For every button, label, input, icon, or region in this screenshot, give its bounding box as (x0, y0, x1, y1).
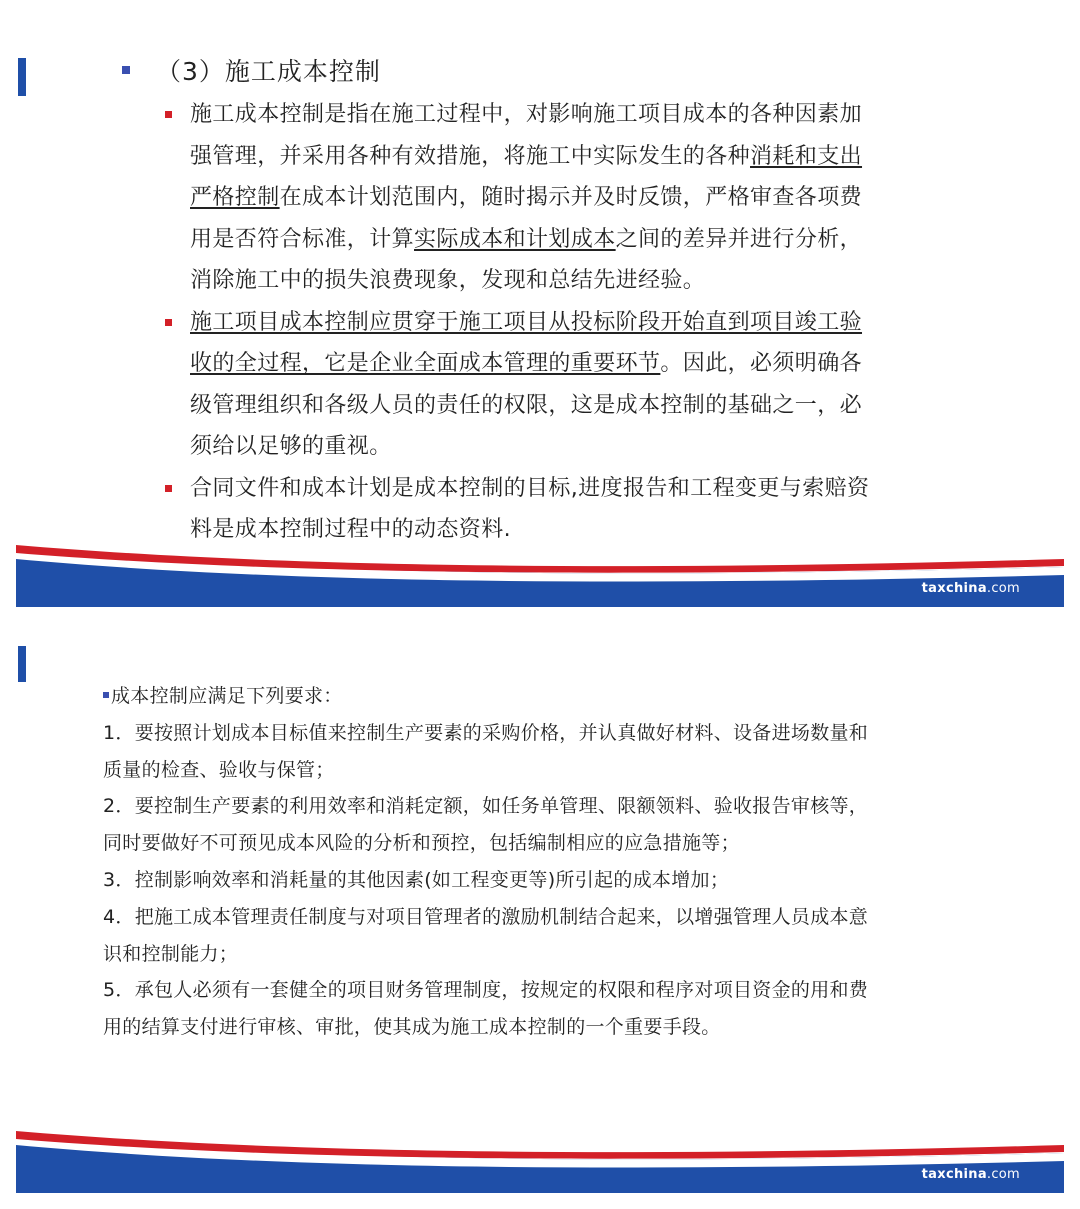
underlined-phrase: 实际成本和计划成本 (414, 226, 616, 252)
bullet-item (160, 302, 880, 468)
square-bullet-icon (103, 692, 109, 698)
footer-banner (16, 1131, 1064, 1193)
requirement-item: 1．要按照计划成本目标值来控制生产要素的采购价格，并认真做好材料、设备进场数量和质量的检查、验收与保管； (103, 721, 869, 781)
intro-text: 成本控制应满足下列要求： (111, 685, 343, 707)
slide-requirements (0, 628, 1080, 1209)
heading-text: （3）施工成本控制 (156, 57, 381, 86)
footer-wave-graphic (16, 1131, 1064, 1193)
requirement-item: 2．要控制生产要素的利用效率和消耗定额，如任务单管理、限额领料、验收报告审核等，同时要做好不可预见成本风险的分析和预控，包括编制相应的应急措施等； (103, 795, 869, 855)
bullet-text: 。因此，必须明确各级管理组织和各级人员的责任的权限，这是成本控制的基础之一，必须给以足够的重视。 (190, 351, 863, 459)
section-heading (122, 52, 381, 88)
bullet-text: 合同文件和成本计划是成本控制的目标,进度报告和工程变更与索赔资料是成本控制过程中的动态资料. (190, 475, 870, 542)
brand-suffix: .com (986, 581, 1020, 596)
bullet-text: 之间的差异并进行分析，消除施工中的损失浪费现象，发现和总结先进经验。 (190, 226, 863, 293)
bullet-item (160, 468, 880, 551)
requirement-item: 4．把施工成本管理责任制度与对项目管理者的激励机制结合起来，以增强管理人员成本意识和控制能力； (103, 905, 869, 965)
square-bullet-icon (122, 66, 130, 74)
footer-wave-graphic (16, 545, 1064, 607)
underlined-phrase: 施工项目成本控制应贯穿于施工项目从投标阶段开始直到项目竣工验收的全过程，它是企业全面成本管理的重要环节 (190, 309, 863, 376)
requirement-item: 5．承包人必须有一套健全的项目财务管理制度，按规定的权限和程序对项目资金的用和费用的结算支付进行审核、审批，使其成为施工成本控制的一个重要手段。 (103, 979, 869, 1039)
red-square-bullet-icon (165, 319, 172, 326)
slide-accent-bar (18, 646, 26, 682)
underlined-phrase: 消耗和支出严格控制 (190, 143, 863, 210)
slide-accent-bar (18, 58, 26, 96)
requirements-block (103, 678, 883, 1046)
red-square-bullet-icon (165, 111, 172, 118)
red-square-bullet-icon (165, 485, 172, 492)
requirement-item: 3．控制影响效率和消耗量的其他因素(如工程变更等)所引起的成本增加； (103, 868, 730, 891)
brand-main: taxchina (921, 1167, 987, 1182)
brand-logo-text (922, 1167, 1020, 1182)
brand-suffix: .com (986, 1167, 1020, 1182)
requirements-intro (103, 678, 883, 715)
brand-logo-text (922, 581, 1020, 596)
bullet-list (160, 94, 880, 551)
brand-main: taxchina (921, 581, 987, 596)
footer-banner (16, 545, 1064, 607)
bullet-text: 在成本计划范围内，随时揭示并及时反馈，严格审查各项费用是否符合标准，计算 (190, 185, 863, 252)
bullet-text: 施工成本控制是指在施工过程中，对影响施工项目成本的各种因素加强管理，并采用各种有效措施，将施工中实际发生的各种 (190, 102, 863, 169)
bullet-item (160, 94, 880, 302)
